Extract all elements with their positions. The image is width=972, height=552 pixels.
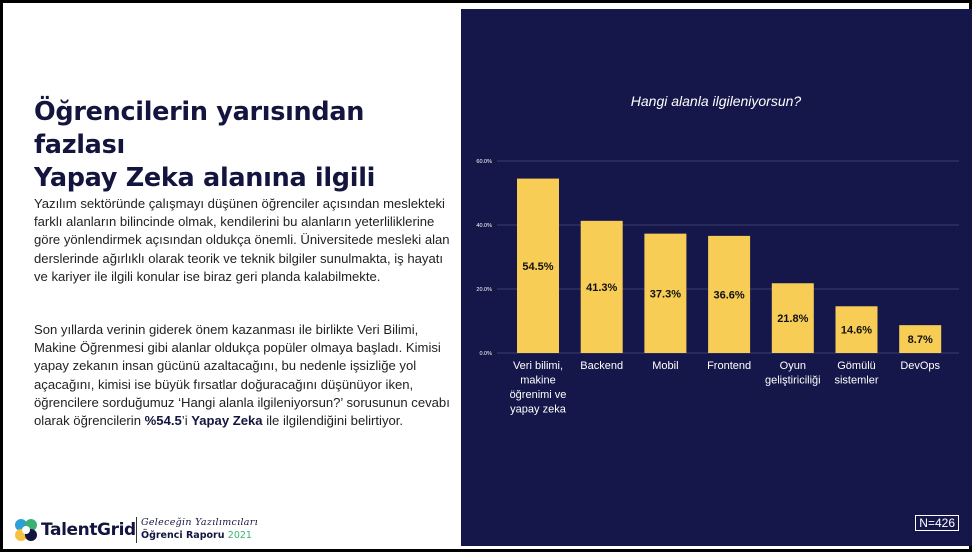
x-category-label: geliştiriciliği: [764, 374, 821, 387]
bar-value-label: 37.3%: [649, 288, 682, 301]
y-tick-label: 60.0%: [476, 159, 492, 165]
bar-value-label: 54.5%: [522, 260, 554, 273]
logo-subtitle-2: [141, 530, 252, 541]
logo-year: 2021: [227, 530, 252, 541]
x-category-label: makine: [520, 374, 556, 387]
paragraph-2-highlight-percent: %54.5: [144, 413, 182, 429]
bar-value-label: 36.6%: [713, 289, 745, 302]
x-category-label: Veri bilimi,: [512, 360, 564, 372]
bar-value-label: 21.8%: [777, 313, 809, 326]
x-category-label: Frontend: [707, 360, 752, 372]
y-tick-label: 20.0%: [476, 287, 492, 293]
paragraph-2: [34, 321, 452, 430]
page-title: [34, 96, 454, 195]
talentgrid-logo: [13, 515, 273, 545]
paragraph-2-text-b: ’i: [181, 413, 192, 429]
bar-chart: [461, 9, 972, 546]
logo-subtitle-1: Geleceğin Yazılımcıları: [141, 517, 258, 528]
x-category-label: Backend: [580, 360, 624, 372]
text-panel: [3, 3, 461, 552]
bar-value-label: 8.7%: [907, 334, 933, 347]
talentgrid-logo-icon: [13, 517, 39, 543]
sample-size-badge: N=426: [915, 515, 959, 531]
chart-panel: [461, 9, 972, 546]
logo-subtitle-2-text: Öğrenci Raporu: [141, 530, 225, 541]
chart-title: Hangi alanla ilgileniyorsun?: [630, 93, 802, 109]
paragraph-2-text-a: Son yıllarda verinin giderek önem kazanması ile birlikte Veri Bilimi, Makine Öğrenmesi gibi alanlar oldukça popüler olmaya başladı. Kimisi yapay zekanın insan gücünü azaltacağını, bu nedenle işsizliğe yol açacağını, kimisi ise büyük fırsatlar doğuracağını düşünüyor iken, öğrencilere sorduğumuz ‘Hangi alanla ilgileniyorsun?’ sorusunun cevabı olarak öğrencilerin: [34, 322, 450, 429]
title-line-1: Öğrencilerin yarısından fazlası: [34, 97, 365, 160]
x-category-label: yapay zeka: [510, 403, 566, 416]
paragraph-2-highlight-ai: Yapay Zeka: [191, 413, 263, 429]
x-category-label: Mobil: [652, 360, 679, 372]
x-category-label: DevOps: [900, 360, 941, 372]
x-category-label: Gömülü: [837, 360, 876, 372]
logo-brand: TalentGrid: [41, 520, 136, 540]
x-category-label: Oyun: [779, 360, 806, 372]
paragraph-2-text-c: ile ilgilendiğini belirtiyor.: [262, 413, 404, 429]
y-tick-label: 40.0%: [476, 223, 492, 229]
y-tick-label: 0.0%: [479, 351, 492, 357]
x-category-label: öğrenimi ve: [509, 389, 567, 401]
x-category-label: sistemler: [834, 374, 879, 387]
bar-value-label: 14.6%: [840, 324, 873, 337]
bar-value-label: 41.3%: [586, 281, 618, 294]
title-line-2: Yapay Zeka alanına ilgili: [34, 163, 376, 193]
paragraph-1: Yazılım sektöründe çalışmayı düşünen öğrenciler açısından meslekteki farklı alanların bilincinde olmak, kendilerini bu alanların yeterliliklerine göre yönlendirmek açısından oldukça önemli. Üniversitede mesleki alan derslerinde ağırlıklı olarak teorik ve teknik bilgiler sunulmakta, iş hayatı ve kariyer ile ilgili konular ise biraz geri planda kalabilmekte.: [34, 196, 450, 284]
logo-divider: [136, 517, 137, 543]
